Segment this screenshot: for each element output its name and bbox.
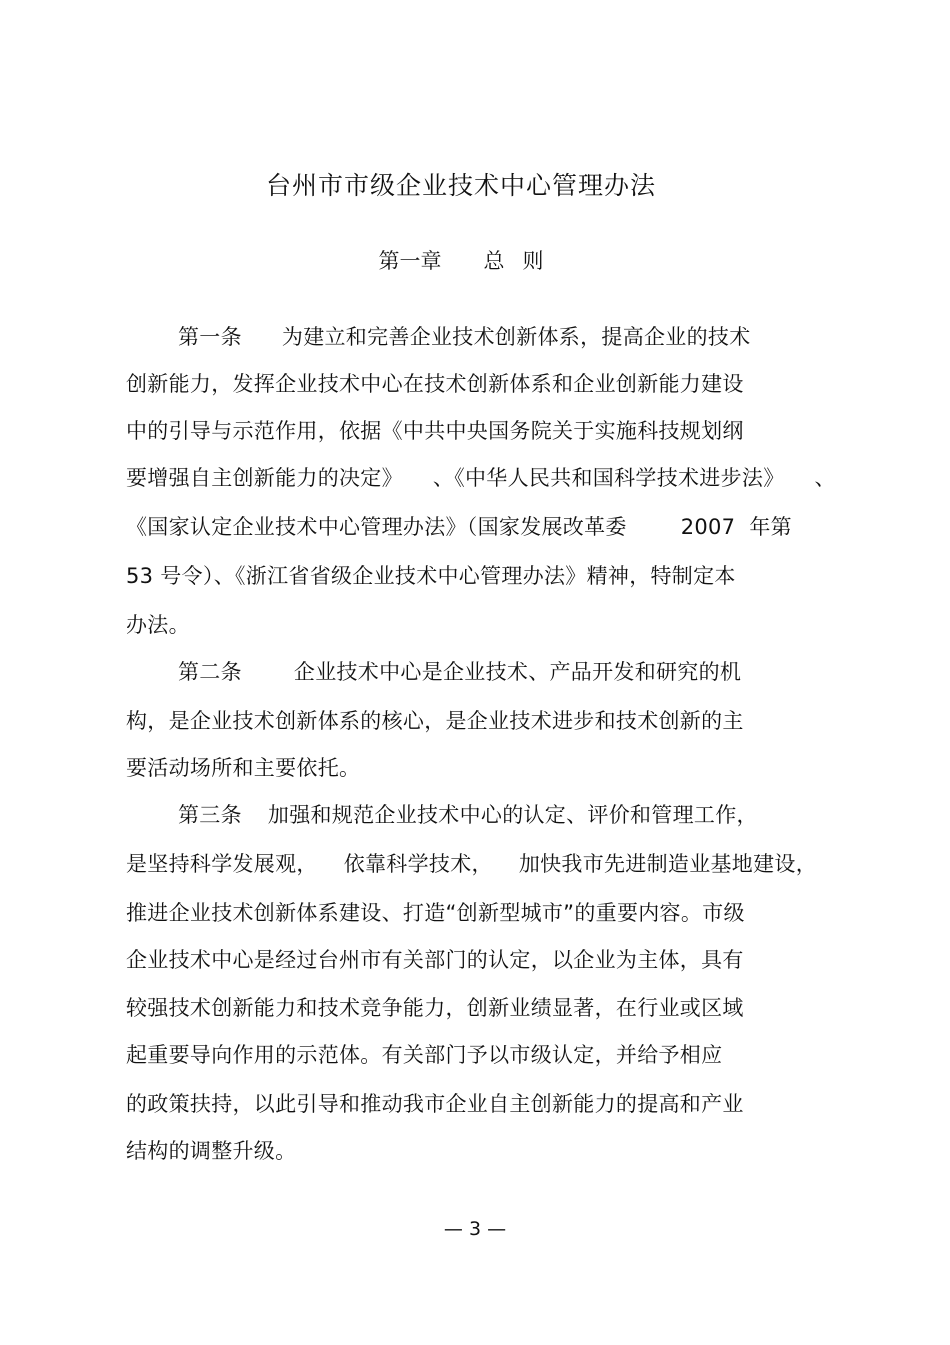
chapter-heading <box>0 245 922 275</box>
article-3-line-5: 较强技术创新能力和技术竞争能力，创新业绩显著，在行业或区域 <box>126 996 744 1020</box>
article-3-line-7: 的政策扶持，以此引导和推动我市企业自主创新能力的提高和产业 <box>126 1092 744 1116</box>
article-2-line-2: 构，是企业技术创新体系的核心，是企业技术进步和技术创新的主 <box>126 709 744 733</box>
article-2-text-1: 企业技术中心是企业技术、产品开发和研究的机 <box>293 660 742 684</box>
article-1-text-4c: 、 <box>814 466 836 490</box>
article-1-text-5a: 《国家认定企业技术中心管理办法》（国家发展改革委 <box>126 515 627 539</box>
article-1-text-1: 为建立和完善企业技术创新体系，提高企业的技术 <box>281 325 751 349</box>
article-1-line-4 <box>126 463 836 493</box>
article-2-line-3: 要活动场所和主要依托。 <box>126 756 361 780</box>
article-3-line-1 <box>178 800 758 830</box>
article-3-text-2a: 是坚持科学发展观， <box>126 852 318 876</box>
article-3-line-4: 企业技术中心是经过台州市有关部门的认定，以企业为主体，具有 <box>126 948 744 972</box>
chapter-name-part2: 则 <box>522 249 544 273</box>
article-3-text-2b: 依靠科学技术， <box>343 852 493 876</box>
page-number: — 3 — <box>443 1218 507 1240</box>
article-1-text-4a: 要增强自主创新能力的决定》 <box>126 466 403 490</box>
article-3-label: 第三条 <box>178 803 242 827</box>
article-1-line-3: 中的引导与示范作用，依据《中共中央国务院关于实施科技规划纲 <box>126 419 744 443</box>
article-3-line-6: 起重要导向作用的示范体。有关部门予以市级认定，并给予相应 <box>126 1043 723 1067</box>
article-1-line-1 <box>178 322 751 352</box>
article-1-label: 第一条 <box>178 325 242 349</box>
article-3-line-2 <box>126 849 817 879</box>
article-1-line-2: 创新能力，发挥企业技术中心在技术创新体系和企业创新能力建设 <box>126 372 744 396</box>
article-1-text-5c: 年第 <box>749 515 792 539</box>
article-3-text-1: 加强和规范企业技术中心的认定、评价和管理工作， <box>267 803 758 827</box>
article-1-line-6: 53 号令）、《浙江省省级企业技术中心管理办法》精神，特制定本 <box>126 564 736 588</box>
chapter-number: 第一章 <box>378 249 442 273</box>
article-1-line-7: 办法。 <box>126 613 190 637</box>
article-1-text-4b: 、《中华人民共和国科学技术进步法》 <box>432 466 785 490</box>
article-2-label: 第二条 <box>178 660 242 684</box>
article-3-line-3: 推进企业技术创新体系建设、打造“创新型城市”的重要内容。市级 <box>126 901 745 925</box>
article-3-line-8: 结构的调整升级。 <box>126 1139 297 1163</box>
article-1-line-5 <box>126 512 792 542</box>
document-title: 台州市市级企业技术中心管理办法 <box>265 171 656 200</box>
article-3-text-2c: 加快我市先进制造业基地建设， <box>518 852 818 876</box>
chapter-name-part1: 总 <box>483 249 505 273</box>
article-2-line-1 <box>178 657 741 687</box>
article-1-text-5b: 2007 <box>680 515 736 539</box>
